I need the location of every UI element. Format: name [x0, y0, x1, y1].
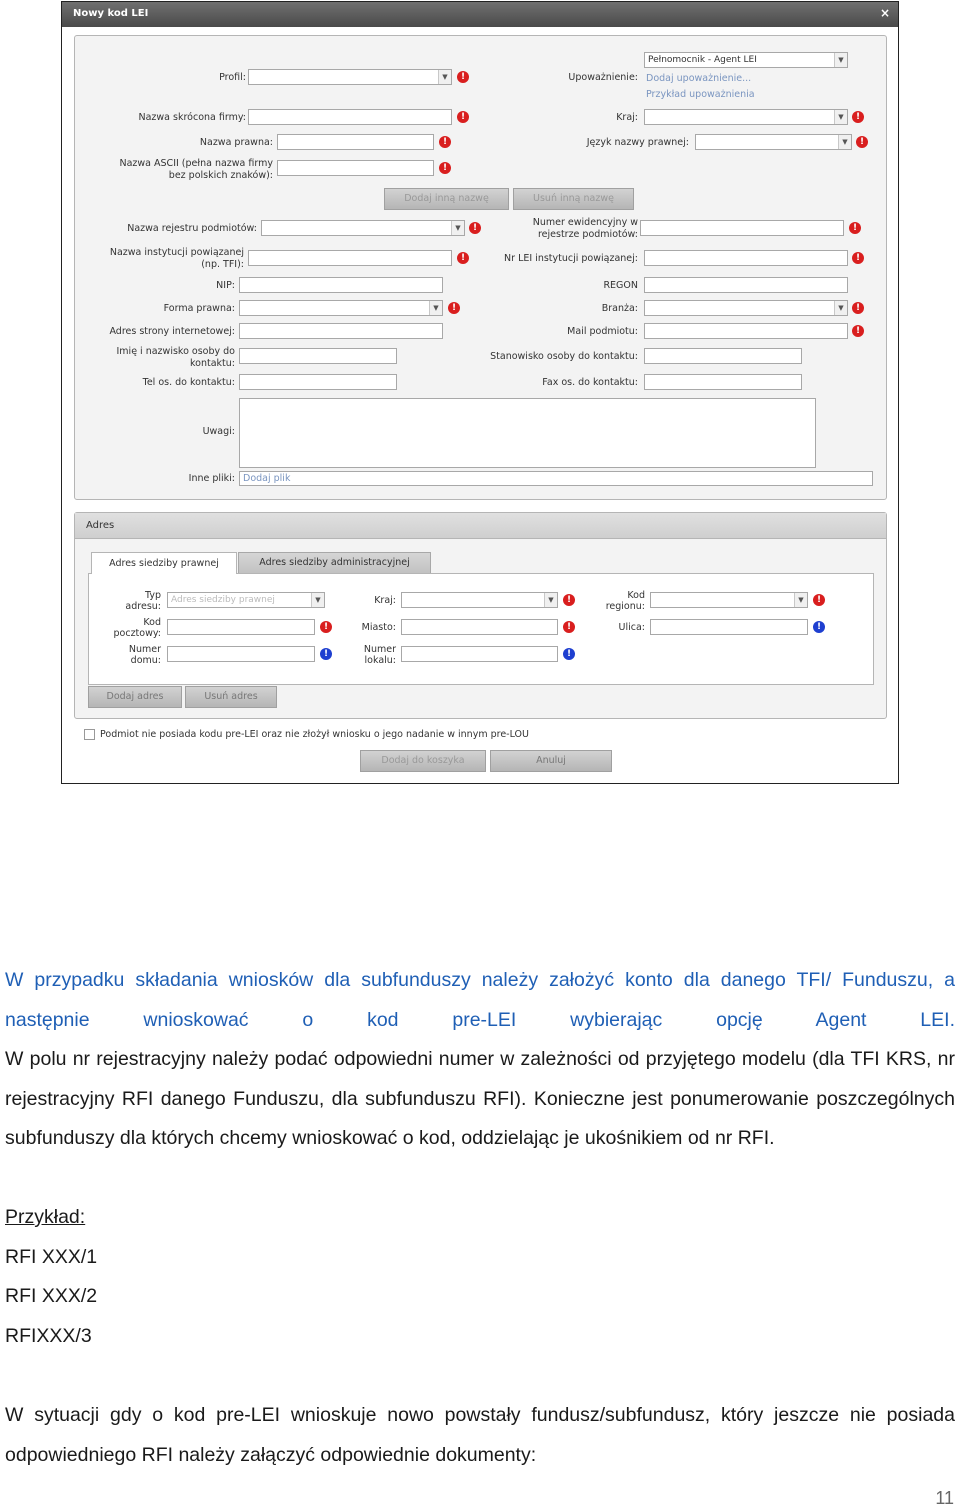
usun-inna-nazwe-button[interactable]: Usuń inną nazwę [513, 188, 634, 210]
error-icon: ! [849, 222, 861, 234]
nip-input[interactable] [239, 277, 443, 293]
label-numer-ewid-2: rejestrze podmiotów: [537, 229, 638, 240]
ulica-input[interactable] [650, 619, 808, 635]
chevron-down-icon: ▼ [438, 70, 451, 84]
label-kod-regionu-1: Kod [627, 590, 645, 601]
profil-select[interactable] [248, 69, 452, 85]
label-numer-domu-2: domu: [130, 655, 161, 666]
label-tel: Tel os. do kontaktu: [142, 377, 235, 388]
upowaznienie-value: Pełnomocnik - Agent LEI [648, 55, 757, 65]
error-icon: ! [856, 136, 868, 148]
label-ulica: Ulica: [618, 622, 645, 633]
error-icon: ! [439, 162, 451, 174]
error-icon: ! [813, 594, 825, 606]
uwagi-textarea[interactable] [239, 398, 816, 468]
label-inne-pliki: Inne pliki: [188, 473, 235, 484]
error-icon: ! [439, 136, 451, 148]
numer-ewid-input[interactable] [640, 220, 844, 236]
label-nazwa-skrocona: Nazwa skrócona firmy: [138, 112, 246, 123]
error-icon: ! [457, 111, 469, 123]
label-kod-regionu-2: regionu: [605, 601, 645, 612]
anuluj-button[interactable]: Anuluj [490, 750, 612, 772]
stanowisko-input[interactable] [644, 348, 802, 364]
label-numer-domu-1: Numer [128, 644, 161, 655]
tel-input[interactable] [239, 374, 397, 390]
address-header-title: Adres [86, 520, 115, 531]
nazwa-rejestru-select[interactable] [261, 220, 465, 236]
tab1-label: Adres siedziby prawnej [109, 558, 219, 569]
kraj-adres-select[interactable] [401, 592, 558, 608]
label-adres-strony: Adres strony internetowej: [109, 326, 235, 337]
error-icon: ! [852, 302, 864, 314]
paragraph-nowy-fundusz: W sytuacji gdy o kod pre-LEI wnioskuje nowo powstały fundusz/subfundusz, który jeszcze nie posiada odpowiedniego RFI należy załączyć odpowiednie dokumenty: [5, 1404, 955, 1466]
address-tab-content [88, 573, 874, 685]
error-icon: ! [457, 71, 469, 83]
info-icon: ! [320, 648, 332, 660]
label-upowaznienie: Upoważnienie: [568, 72, 638, 83]
main-form-panel [74, 35, 887, 500]
nr-lei-instytucji-input[interactable] [644, 250, 848, 266]
error-icon: ! [448, 302, 460, 314]
regon-input[interactable] [644, 277, 848, 293]
label-mail: Mail podmiotu: [567, 326, 638, 337]
nazwa-instytucji-input[interactable] [248, 250, 452, 266]
label-numer-lokalu-1: Numer [363, 644, 396, 655]
example-1: RFI XXX/1 [5, 1246, 98, 1268]
dodaj-upowaznienie-link[interactable]: Dodaj upoważnienie... [646, 73, 752, 84]
kod-pocztowy-input[interactable] [167, 619, 315, 635]
label-miasto: Miasto: [361, 622, 396, 633]
page-number: 11 [935, 1488, 954, 1508]
chevron-down-icon: ▼ [834, 53, 847, 67]
chevron-down-icon: ▼ [311, 593, 324, 607]
label-numer-lokalu-2: lokalu: [364, 655, 396, 666]
error-icon: ! [852, 325, 864, 337]
kod-regionu-select[interactable] [650, 592, 808, 608]
nazwa-ascii-input[interactable] [277, 160, 434, 176]
jezyk-nazwy-select[interactable] [695, 134, 852, 150]
tab-adres-siedziby-administracyjnej[interactable] [238, 552, 431, 574]
label-imie-nazwisko-1: Imię i nazwisko osoby do [116, 346, 235, 357]
numer-lokalu-input[interactable] [401, 646, 558, 662]
new-lei-dialog [61, 1, 899, 784]
nazwa-prawna-input[interactable] [277, 134, 434, 150]
info-icon: ! [563, 648, 575, 660]
label-nazwa-instytucji-1: Nazwa instytucji powiązanej [109, 247, 244, 258]
typ-adresu-value: Adres siedziby prawnej [171, 595, 275, 605]
label-nazwa-prawna: Nazwa prawna: [199, 137, 273, 148]
label-kod-pocztowy-2: pocztowy: [113, 628, 161, 639]
label-nazwa-ascii-2: bez polskich znaków): [168, 170, 273, 181]
label-typ-adresu-2: adresu: [125, 601, 161, 612]
mail-input[interactable] [644, 323, 848, 339]
label-nip: NIP: [216, 280, 235, 291]
usun-adres-button[interactable]: Usuń adres [185, 686, 277, 708]
label-kod-pocztowy-1: Kod [143, 617, 161, 628]
przyklad-upowaznienia-link[interactable]: Przykład upoważnienia [646, 89, 755, 100]
dodaj-do-koszyka-button[interactable]: Dodaj do koszyka [360, 750, 486, 772]
label-stanowisko: Stanowisko osoby do kontaktu: [490, 351, 638, 362]
label-typ-adresu-1: Typ [145, 590, 161, 601]
chevron-down-icon: ▼ [794, 593, 807, 607]
miasto-input[interactable] [401, 619, 558, 635]
label-uwagi: Uwagi: [202, 426, 235, 437]
error-icon: ! [563, 594, 575, 606]
label-branza: Branża: [601, 303, 638, 314]
paragraph-nr-rejestracyjny: W polu nr rejestracyjny należy podać odpowiedni numer w zależności od przyjętego modelu (dla TFI KRS, nr rejestracyjny RFI danego Funduszu, dla subfunduszu RFI). Konieczne jest ponumerowanie poszczególnych subfunduszy dla których chcemy wnioskować o kod, oddzielając je ukośnikiem od nr RFI. [5, 1048, 955, 1149]
chevron-down-icon: ▼ [544, 593, 557, 607]
label-nr-lei-instytucji: Nr LEI instytucji powiązanej: [504, 253, 638, 264]
typ-adresu-select[interactable] [167, 592, 325, 608]
chevron-down-icon: ▼ [834, 110, 847, 124]
adres-strony-input[interactable] [239, 323, 443, 339]
forma-prawna-select[interactable] [239, 300, 443, 316]
label-nazwa-ascii-1: Nazwa ASCII (pełna nazwa firmy [119, 158, 273, 169]
chevron-down-icon: ▼ [838, 135, 851, 149]
label-jezyk-nazwy: Język nazwy prawnej: [586, 137, 689, 148]
error-icon: ! [852, 111, 864, 123]
inne-pliki-field[interactable] [239, 471, 873, 486]
label-regon: REGON [603, 280, 638, 291]
branza-select[interactable] [644, 300, 848, 316]
label-kraj-adres: Kraj: [374, 595, 396, 606]
error-icon: ! [852, 252, 864, 264]
error-icon: ! [563, 621, 575, 633]
upowaznienie-select[interactable] [644, 52, 848, 68]
info-icon: ! [813, 621, 825, 633]
label-imie-nazwisko-2: kontaktu: [190, 358, 235, 369]
tab2-label: Adres siedziby administracyjnej [259, 557, 410, 568]
imie-nazwisko-input[interactable] [239, 348, 397, 364]
label-forma-prawna: Forma prawna: [163, 303, 235, 314]
chevron-down-icon: ▼ [451, 221, 464, 235]
chevron-down-icon: ▼ [429, 301, 442, 315]
paragraph-subfunduszy: W przypadku składania wniosków dla subfunduszy należy założyć konto dla danego TFI/ Funduszu, a następnie wnioskować o kod pre-LEI wybierając opcję Agent LEI. [5, 969, 955, 1031]
error-icon: ! [457, 252, 469, 264]
pre-lei-checkbox-label: Podmiot nie posiada kodu pre-LEI oraz nie złożył wniosku o jego nadanie w innym pre-LOU [100, 729, 529, 740]
label-numer-ewid-1: Numer ewidencyjny w [532, 217, 638, 228]
pre-lei-checkbox[interactable] [84, 729, 95, 740]
label-fax: Fax os. do kontaktu: [542, 377, 638, 388]
kraj-select[interactable] [644, 109, 848, 125]
error-icon: ! [320, 621, 332, 633]
label-profil: Profil: [219, 72, 246, 83]
dialog-title: Nowy kod LEI [73, 8, 149, 19]
dialog-titlebar [62, 2, 898, 27]
label-nazwa-instytucji-2: (np. TFI): [201, 259, 244, 270]
close-icon[interactable]: × [879, 6, 890, 20]
address-header [75, 513, 886, 539]
label-nazwa-rejestru: Nazwa rejestru podmiotów: [127, 223, 257, 234]
dodaj-inna-nazwe-button[interactable]: Dodaj inną nazwę [384, 188, 509, 210]
fax-input[interactable] [644, 374, 802, 390]
nazwa-skrocona-input[interactable] [248, 109, 452, 125]
error-icon: ! [469, 222, 481, 234]
label-kraj: Kraj: [616, 112, 638, 123]
tab-adres-siedziby-prawnej[interactable] [91, 552, 237, 574]
address-panel [74, 512, 887, 719]
example-3: RFIXXX/3 [5, 1325, 92, 1347]
example-label: Przykład: [5, 1206, 86, 1228]
numer-domu-input[interactable] [167, 646, 315, 662]
example-2: RFI XXX/2 [5, 1285, 98, 1307]
chevron-down-icon: ▼ [834, 301, 847, 315]
dodaj-plik-link[interactable]: Dodaj plik [243, 473, 291, 484]
dodaj-adres-button[interactable]: Dodaj adres [88, 686, 182, 708]
